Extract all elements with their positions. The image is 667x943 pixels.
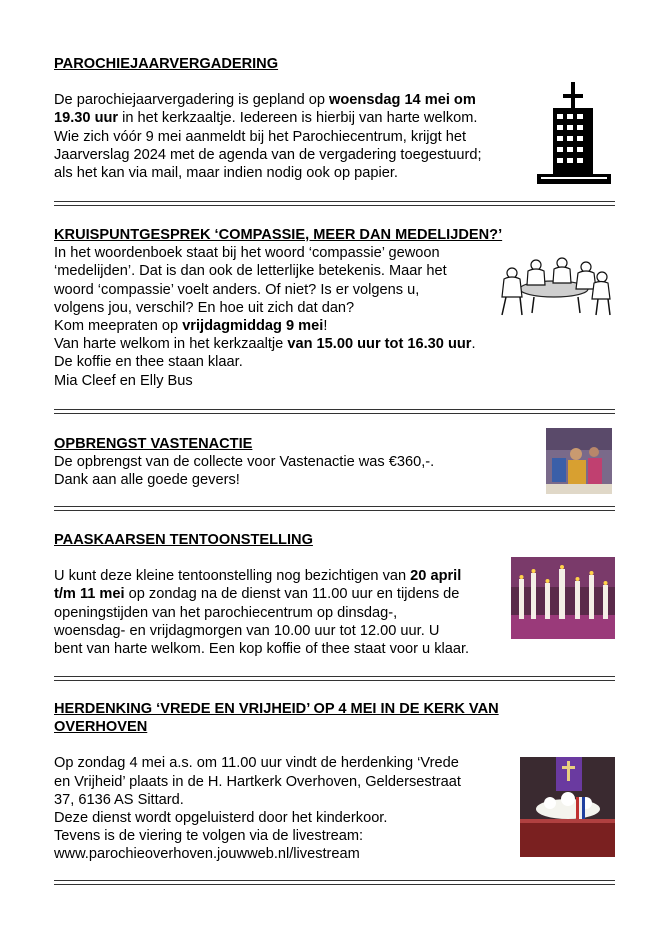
bold-text: t/m 11 mei <box>54 586 125 603</box>
text-line <box>54 164 614 182</box>
text-line <box>54 453 614 471</box>
section-heading: KRUISPUNTGESPREK ‘COMPASSIE, MEER DAN MEDELIJDEN?’ <box>54 227 503 243</box>
text: Deze dienst wordt opgeluisterd door het kinderkoor. <box>54 810 388 827</box>
text: openingstijden van het parochiecentrum op dinsdag-, <box>54 604 398 621</box>
section-heading: PAASKAARSEN TENTOONSTELLING <box>54 532 313 548</box>
text-line <box>54 335 614 353</box>
section-heading-line-2: OVERHOVEN <box>54 719 148 736</box>
text-line <box>54 317 614 335</box>
section-heading: OPBRENGST VASTENACTIE <box>54 436 253 452</box>
text-line <box>54 640 614 658</box>
section-heading: PAROCHIEJAARVERGADERING <box>54 56 279 72</box>
bold-text: van 15.00 uur tot 16.30 uur <box>287 336 472 353</box>
text: Kom meepraten op <box>54 318 183 335</box>
text: Dank aan alle goede gevers! <box>54 472 240 489</box>
section-divider <box>54 201 615 206</box>
section-heading-line-1: HERDENKING ‘VREDE EN VRIJHEID’ OP 4 MEI IN DE KERK VAN <box>54 701 499 717</box>
text: in het kerkzaaltje. Iedereen is hierbij van harte welkom. <box>118 110 478 127</box>
section-divider <box>54 409 615 414</box>
text: De parochiejaarvergadering is gepland op <box>54 92 330 109</box>
text: In het woordenboek staat bij het woord ‘compassie’ gewoon <box>54 245 440 262</box>
text: U kunt deze kleine tentoonstelling nog bezichtigen van <box>54 568 411 585</box>
text: De koffie en thee staan klaar. <box>54 354 243 371</box>
text: volgens jou, verschil? En hoe uit zich dat dan? <box>54 299 355 316</box>
text-line <box>54 91 614 109</box>
section-divider <box>54 506 615 511</box>
text-line <box>54 372 614 390</box>
text-line <box>54 471 614 489</box>
text-line <box>54 128 614 146</box>
text: www.parochieoverhoven.jouwweb.nl/livestream <box>54 846 360 863</box>
text: Mia Cleef en Elly Bus <box>54 372 193 389</box>
text-line <box>54 146 614 164</box>
section-divider <box>54 676 615 681</box>
charity-photo-icon <box>546 428 612 494</box>
text: Jaarverslag 2024 met de agenda van de vergadering toegestuurd; <box>54 146 482 163</box>
text: Wie zich vóór 9 mei aanmeldt bij het Parochiecentrum, krijgt het <box>54 128 467 145</box>
text: De opbrengst van de collecte voor Vastenactie was €360,-. <box>54 454 435 471</box>
text: Tevens is de viering te volgen via de livestream: <box>54 828 364 845</box>
section-divider <box>54 880 615 885</box>
section-opbrengst-vastenactie <box>54 435 614 490</box>
text: 37, 6136 AS Sittard. <box>54 791 184 808</box>
text: als het kan via mail, maar indien nodig ook op papier. <box>54 165 398 182</box>
bold-text: 20 april <box>410 568 462 585</box>
text: en Vrijheid’ plaats in de H. Hartkerk Overhoven, Geldersestraat <box>54 773 461 790</box>
text-line <box>54 353 614 371</box>
remembrance-altar-photo-icon <box>520 757 615 857</box>
bold-text: 19.30 uur <box>54 110 119 127</box>
group-conversation-icon <box>494 255 612 317</box>
text: ‘medelijden’. Dat is dan ook de letterlijke betekenis. Maar het <box>54 263 447 280</box>
section-body <box>54 453 614 489</box>
bold-text: woensdag 14 mei om <box>329 92 476 109</box>
section-parochiejaarvergadering <box>54 55 614 182</box>
church-building-icon <box>537 82 611 184</box>
text: woord ‘compassie’ voelt anders. Of niet? Is er volgens u, <box>54 281 420 298</box>
bold-text: vrijdagmiddag 9 mei <box>182 318 324 335</box>
easter-candles-photo-icon <box>511 557 615 639</box>
text: woensdag- en vrijdagmorgen van 10.00 uur tot 12.00 uur. U <box>54 622 440 639</box>
text: Van harte welkom in het kerkzaaltje <box>54 336 288 353</box>
text-line <box>54 109 614 127</box>
text: bent van harte welkom. Een kop koffie of thee staat voor u klaar. <box>54 641 470 658</box>
text: Op zondag 4 mei a.s. om 11.00 uur vindt de herdenking ‘Vrede <box>54 755 459 772</box>
text: op zondag na de dienst van 11.00 uur en tijdens de <box>124 586 460 603</box>
text: ! <box>323 318 328 335</box>
section-body <box>54 91 614 182</box>
text: . <box>471 336 476 353</box>
